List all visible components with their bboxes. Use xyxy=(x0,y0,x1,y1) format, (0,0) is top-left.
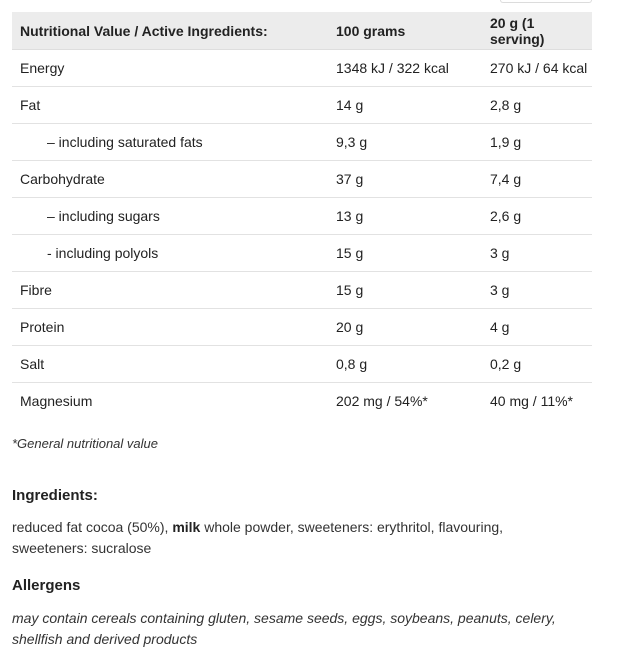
nutrient-name: Carbohydrate xyxy=(12,161,328,198)
table-row xyxy=(12,272,592,309)
allergens-heading: Allergens xyxy=(12,577,81,594)
nutrient-name: Magnesium xyxy=(20,393,93,409)
value-per-serving: 270 kJ / 64 kcal xyxy=(482,50,592,87)
value-per-100g: 1348 kJ / 322 kcal xyxy=(328,50,482,87)
nutrient-name: Fibre xyxy=(12,272,328,309)
value-per-serving: 7,4 g xyxy=(482,161,592,198)
table-row xyxy=(12,87,592,124)
nutrition-table-body xyxy=(12,50,592,420)
value-per-serving: 3 g xyxy=(482,235,592,272)
dropdown-tab-edge[interactable] xyxy=(500,0,592,3)
nutrient-name: – including sugars xyxy=(12,198,328,235)
ingredients-text-before: reduced fat cocoa (50%), xyxy=(12,519,173,535)
value-per-100g: 15 g xyxy=(328,272,482,309)
value-per-serving: 0,2 g xyxy=(482,346,592,383)
footnote: *General nutritional value xyxy=(12,436,158,451)
nutrient-name: – including saturated fats xyxy=(12,124,328,161)
ingredients-text-after: whole powder, sweeteners: erythritol, flavouring, sweeteners: sucralose xyxy=(12,519,504,556)
ingredients-heading: Ingredients: xyxy=(12,487,98,504)
value-per-serving: 2,8 g xyxy=(482,87,592,124)
header-per-serving: 20 g (1 serving) xyxy=(482,12,592,50)
value-per-100g: 37 g xyxy=(328,161,482,198)
nutrient-name: Protein xyxy=(12,309,328,346)
table-row xyxy=(12,50,592,87)
allergens-text: may contain cereals containing gluten, sesame seeds, eggs, soybeans, peanuts, celery, shellfish and derived products xyxy=(12,610,556,647)
value-per-serving: 40 mg / 11%* xyxy=(490,393,574,409)
ingredients-bold-milk: milk xyxy=(172,519,201,535)
table-row xyxy=(12,235,592,272)
table-row xyxy=(12,124,592,161)
value-per-serving: 3 g xyxy=(482,272,592,309)
table-row xyxy=(12,346,592,383)
value-per-serving: 1,9 g xyxy=(482,124,592,161)
value-per-100g: 15 g xyxy=(328,235,482,272)
value-per-100g: 202 mg / 54%* xyxy=(336,393,428,409)
value-per-100g: 20 g xyxy=(328,309,482,346)
table-header-row xyxy=(12,12,592,50)
table-row xyxy=(12,198,592,235)
header-per-100g: 100 grams xyxy=(328,12,482,50)
table-row xyxy=(12,309,592,346)
value-per-serving: 4 g xyxy=(482,309,592,346)
nutrient-name: Salt xyxy=(12,346,328,383)
value-per-100g: 0,8 g xyxy=(328,346,482,383)
table-row xyxy=(12,161,592,198)
table-row xyxy=(12,383,592,420)
nutrition-table xyxy=(12,12,592,419)
header-nutrient: Nutritional Value / Active Ingredients: xyxy=(12,12,328,50)
nutrient-name: - including polyols xyxy=(12,235,328,272)
value-per-100g: 13 g xyxy=(328,198,482,235)
nutrient-name: Energy xyxy=(12,50,328,87)
value-per-100g: 9,3 g xyxy=(328,124,482,161)
ingredients-text xyxy=(12,517,572,559)
value-per-100g: 14 g xyxy=(328,87,482,124)
value-per-serving: 2,6 g xyxy=(482,198,592,235)
nutrient-name: Fat xyxy=(12,87,328,124)
